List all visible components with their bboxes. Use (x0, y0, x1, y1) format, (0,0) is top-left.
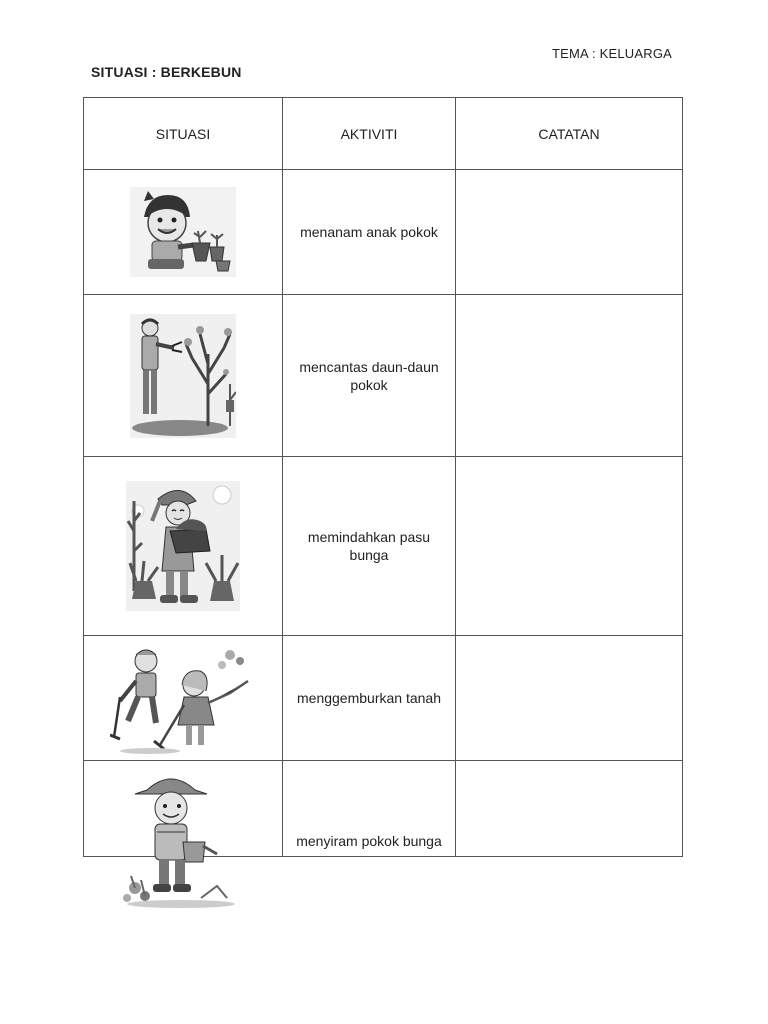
table-row (84, 457, 683, 636)
notes-cell[interactable] (456, 636, 683, 761)
children-hoeing-soil-illustration (110, 641, 256, 755)
notes-cell[interactable] (456, 761, 683, 857)
situation-title: SITUASI : BERKEBUN (91, 64, 242, 80)
situation-picture-cell (84, 457, 283, 636)
notes-cell[interactable] (456, 457, 683, 636)
activity-cell: mencantas daun-daun pokok (283, 295, 456, 457)
column-header-situasi: SITUASI (84, 98, 283, 170)
man-pruning-tree-illustration (130, 314, 236, 438)
table-header-row (84, 98, 683, 170)
situation-picture-cell (84, 170, 283, 295)
activity-cell: menyiram pokok bunga (283, 761, 456, 857)
activity-cell: menanam anak pokok (283, 170, 456, 295)
table-row (84, 295, 683, 457)
situation-picture-cell (84, 636, 283, 761)
activity-cell: memindahkan pasu bunga (283, 457, 456, 636)
girl-carrying-flower-pot-illustration (126, 481, 240, 611)
child-planting-seedlings-illustration (130, 187, 236, 277)
table-row (84, 636, 683, 761)
theme-label: TEMA : KELUARGA (552, 46, 673, 61)
column-header-aktiviti: AKTIVITI (283, 98, 456, 170)
notes-cell[interactable] (456, 295, 683, 457)
notes-cell[interactable] (456, 170, 683, 295)
situation-picture-cell (84, 295, 283, 457)
boy-watering-flowers-illustration (101, 770, 241, 910)
table-row (84, 170, 683, 295)
activity-cell: menggemburkan tanah (283, 636, 456, 761)
column-header-catatan: CATATAN (456, 98, 683, 170)
activity-table (83, 97, 683, 857)
